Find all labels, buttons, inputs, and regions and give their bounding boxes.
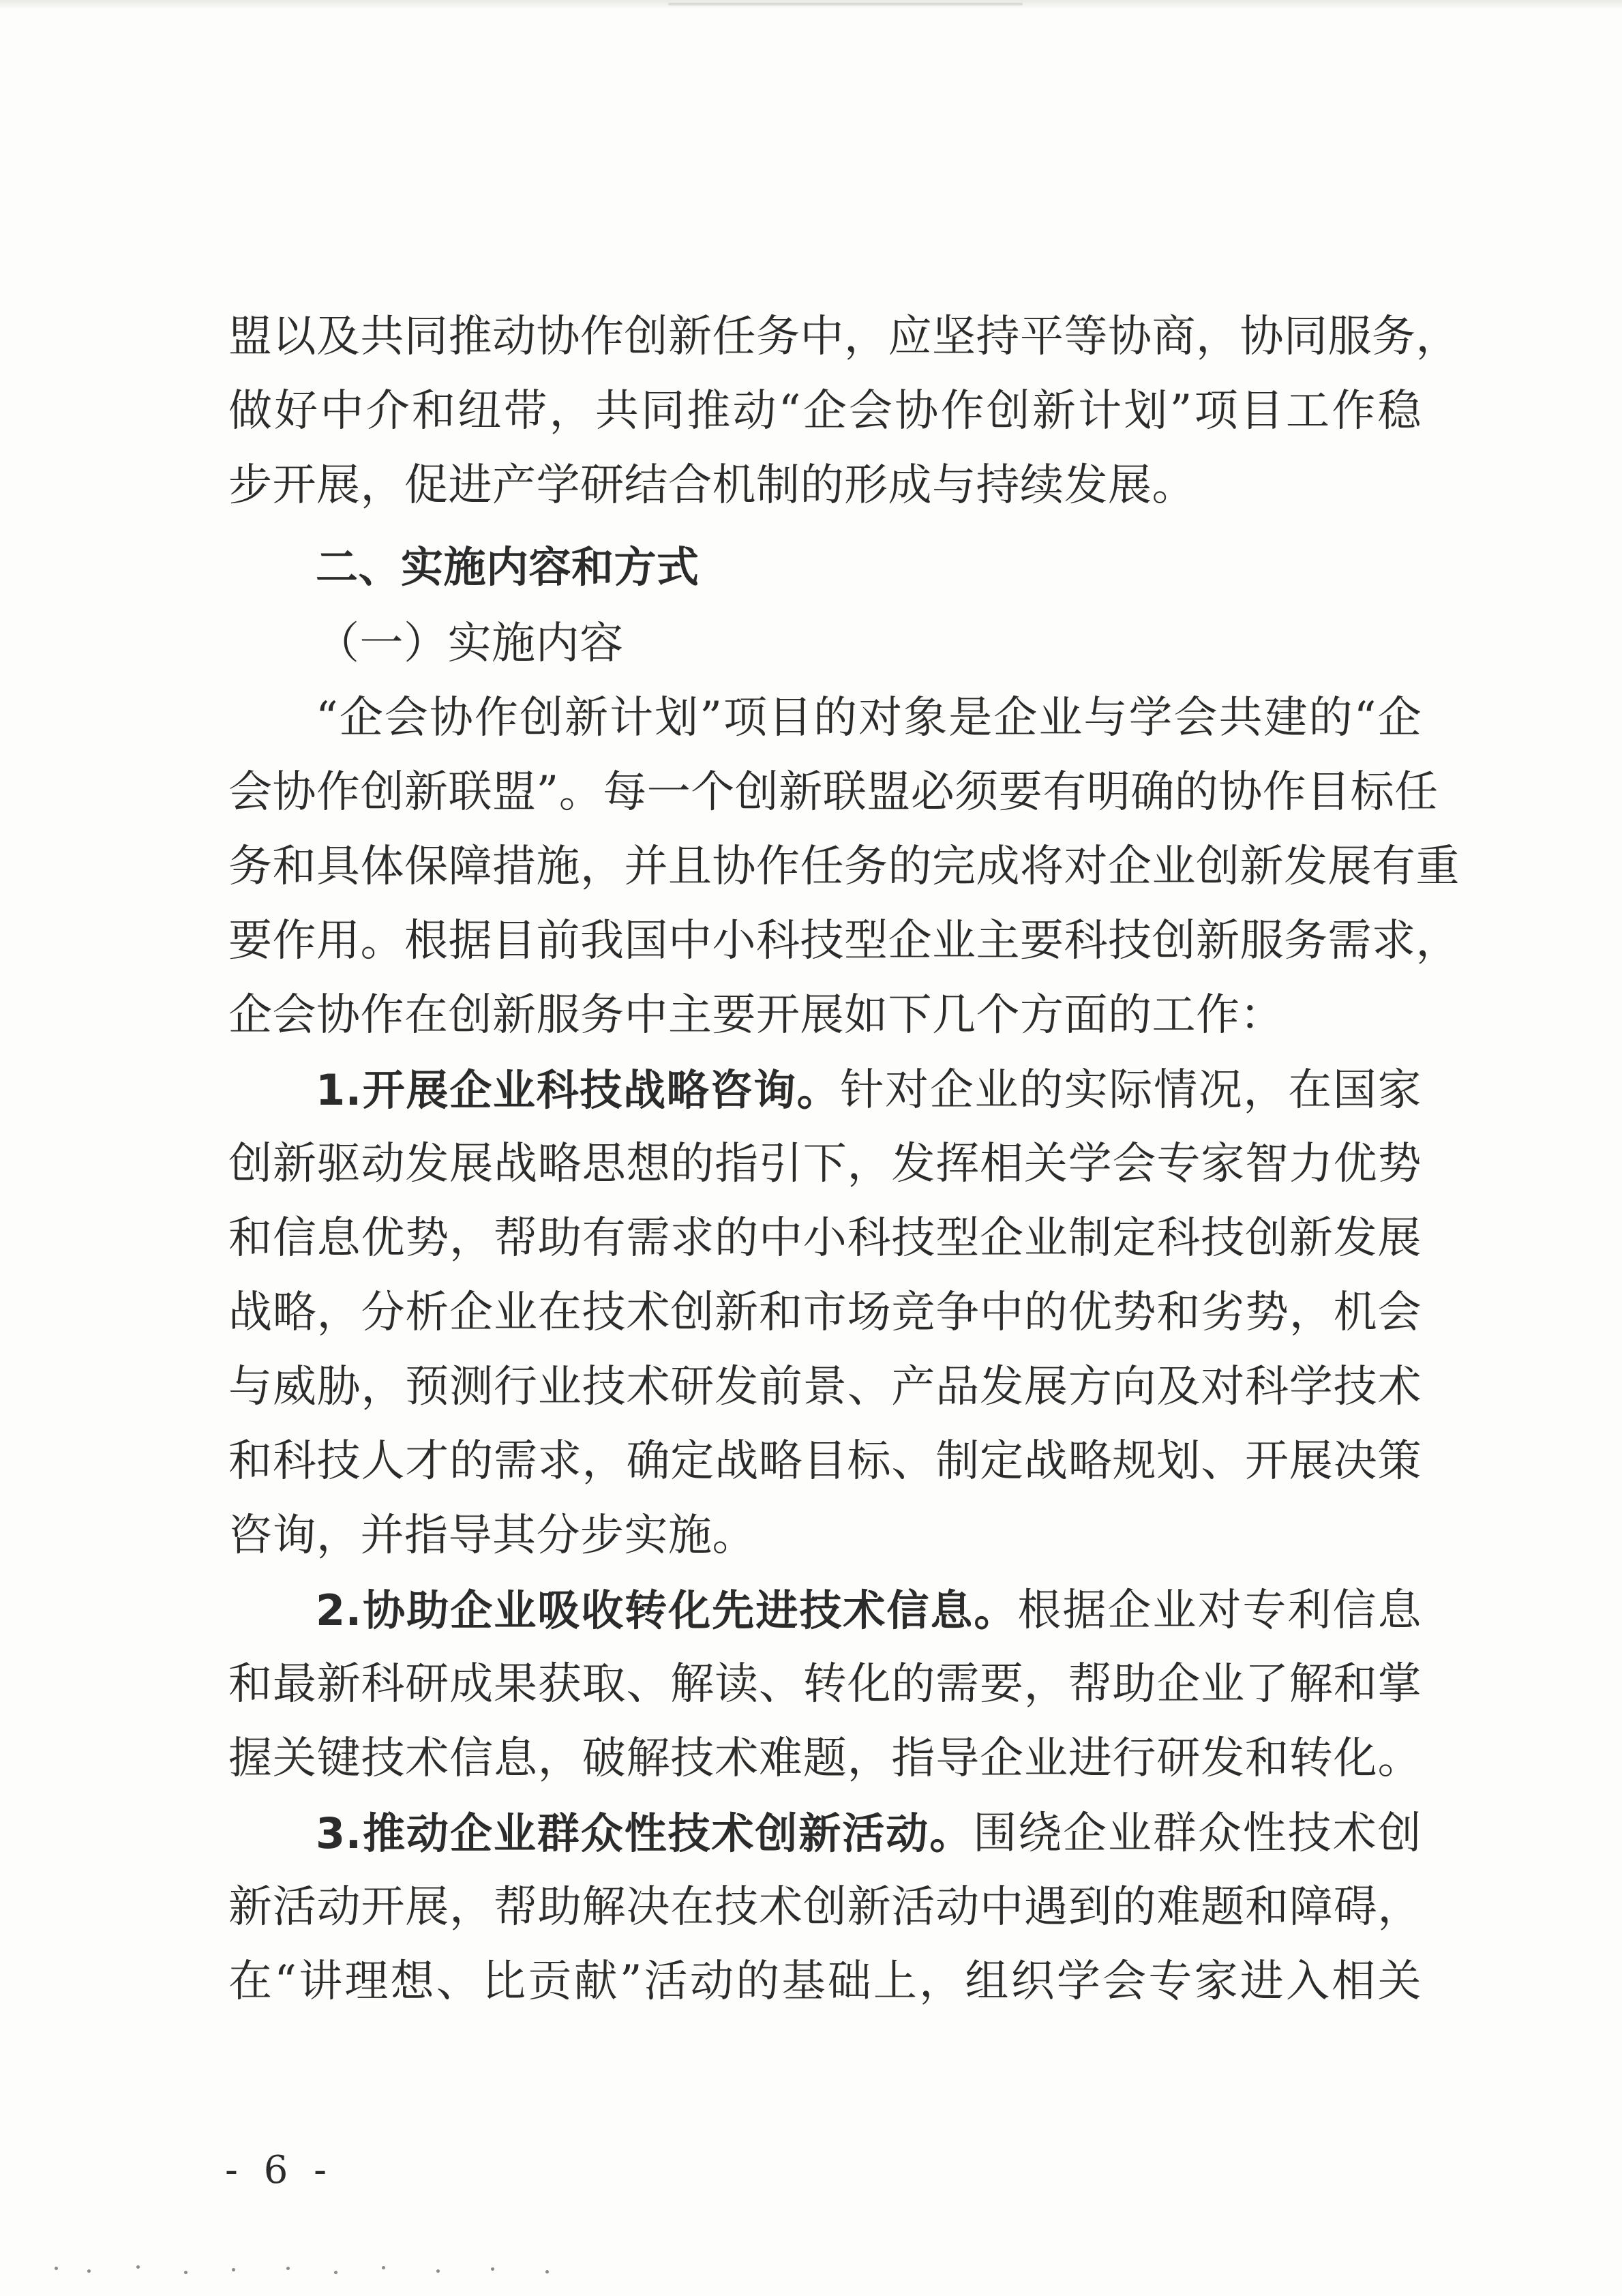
body-line: 咨询，并指导其分步实施。: [228, 1510, 756, 1561]
scan-noise-dots: [55, 2263, 600, 2276]
body-line: 做好中介和纽带，共同推动“企会协作创新计划”项目工作稳: [228, 386, 1422, 436]
section-heading: 二、实施内容和方式: [316, 542, 700, 592]
body-line: 和信息优势，帮助有需求的中小科技型企业制定科技创新发展: [228, 1213, 1422, 1264]
item-3-lead: 3.推动企业群众性技术创新活动。: [316, 1808, 974, 1858]
body-line: 新活动开展，帮助解决在技术创新活动中遇到的难题和障碍，: [228, 1882, 1422, 1933]
body-line: 和最新科研成果获取、解读、转化的需要，帮助企业了解和掌: [228, 1659, 1422, 1710]
body-line: 务和具体保障措施，并且协作任务的完成将对企业创新发展有重: [228, 841, 1460, 892]
body-line: 和科技人才的需求，确定战略目标、制定战略规划、开展决策: [228, 1436, 1422, 1487]
body-line: 盟以及共同推动协作创新任务中，应坚持平等协商，协同服务，: [228, 312, 1460, 362]
scan-artifact-line: [668, 3, 1023, 5]
item-3-first-rest: 围绕企业群众性技术创: [973, 1808, 1422, 1859]
item-2-first-line: [228, 1573, 1422, 1648]
body-line: 在“讲理想、比贡献”活动的基础上，组织学会专家进入相关: [228, 1956, 1422, 2007]
page-number: - 6 -: [225, 2148, 334, 2192]
body-line: 要作用。根据目前我国中小科技型企业主要科技创新服务需求，: [228, 916, 1460, 966]
item-3-first-line: [228, 1796, 1422, 1870]
item-2-first-rest: 根据企业对专利信息: [1017, 1585, 1422, 1636]
item-1-first-rest: 针对企业的实际情况，在国家: [840, 1065, 1422, 1116]
body-line: 会协作创新联盟”。每一个创新联盟必须要有明确的协作目标任: [228, 767, 1439, 818]
body-line: 握关键技术信息，破解技术难题，指导企业进行研发和转化。: [228, 1733, 1422, 1784]
item-1-first-line: [228, 1053, 1422, 1127]
body-line: 创新驱动发展战略思想的指引下，发挥相关学会专家智力优势: [228, 1139, 1422, 1189]
document-body: [228, 300, 1460, 2019]
item-1-lead: 1.开展企业科技战略咨询。: [316, 1065, 841, 1115]
body-line: “企会协作创新计划”项目的对象是企业与学会共建的“企: [316, 693, 1422, 743]
sub-heading: （一）实施内容: [316, 618, 624, 669]
body-line: 企会协作在创新服务中主要开展如下几个方面的工作：: [228, 990, 1284, 1041]
body-line: 步开展，促进产学研结合机制的形成与持续发展。: [228, 460, 1196, 511]
body-line: 战略，分析企业在技术创新和市场竞争中的优势和劣势，机会: [228, 1287, 1422, 1338]
body-line: 与威胁，预测行业技术研发前景、产品发展方向及对科学技术: [228, 1362, 1422, 1412]
item-2-lead: 2.协助企业吸收转化先进技术信息。: [316, 1585, 1018, 1635]
